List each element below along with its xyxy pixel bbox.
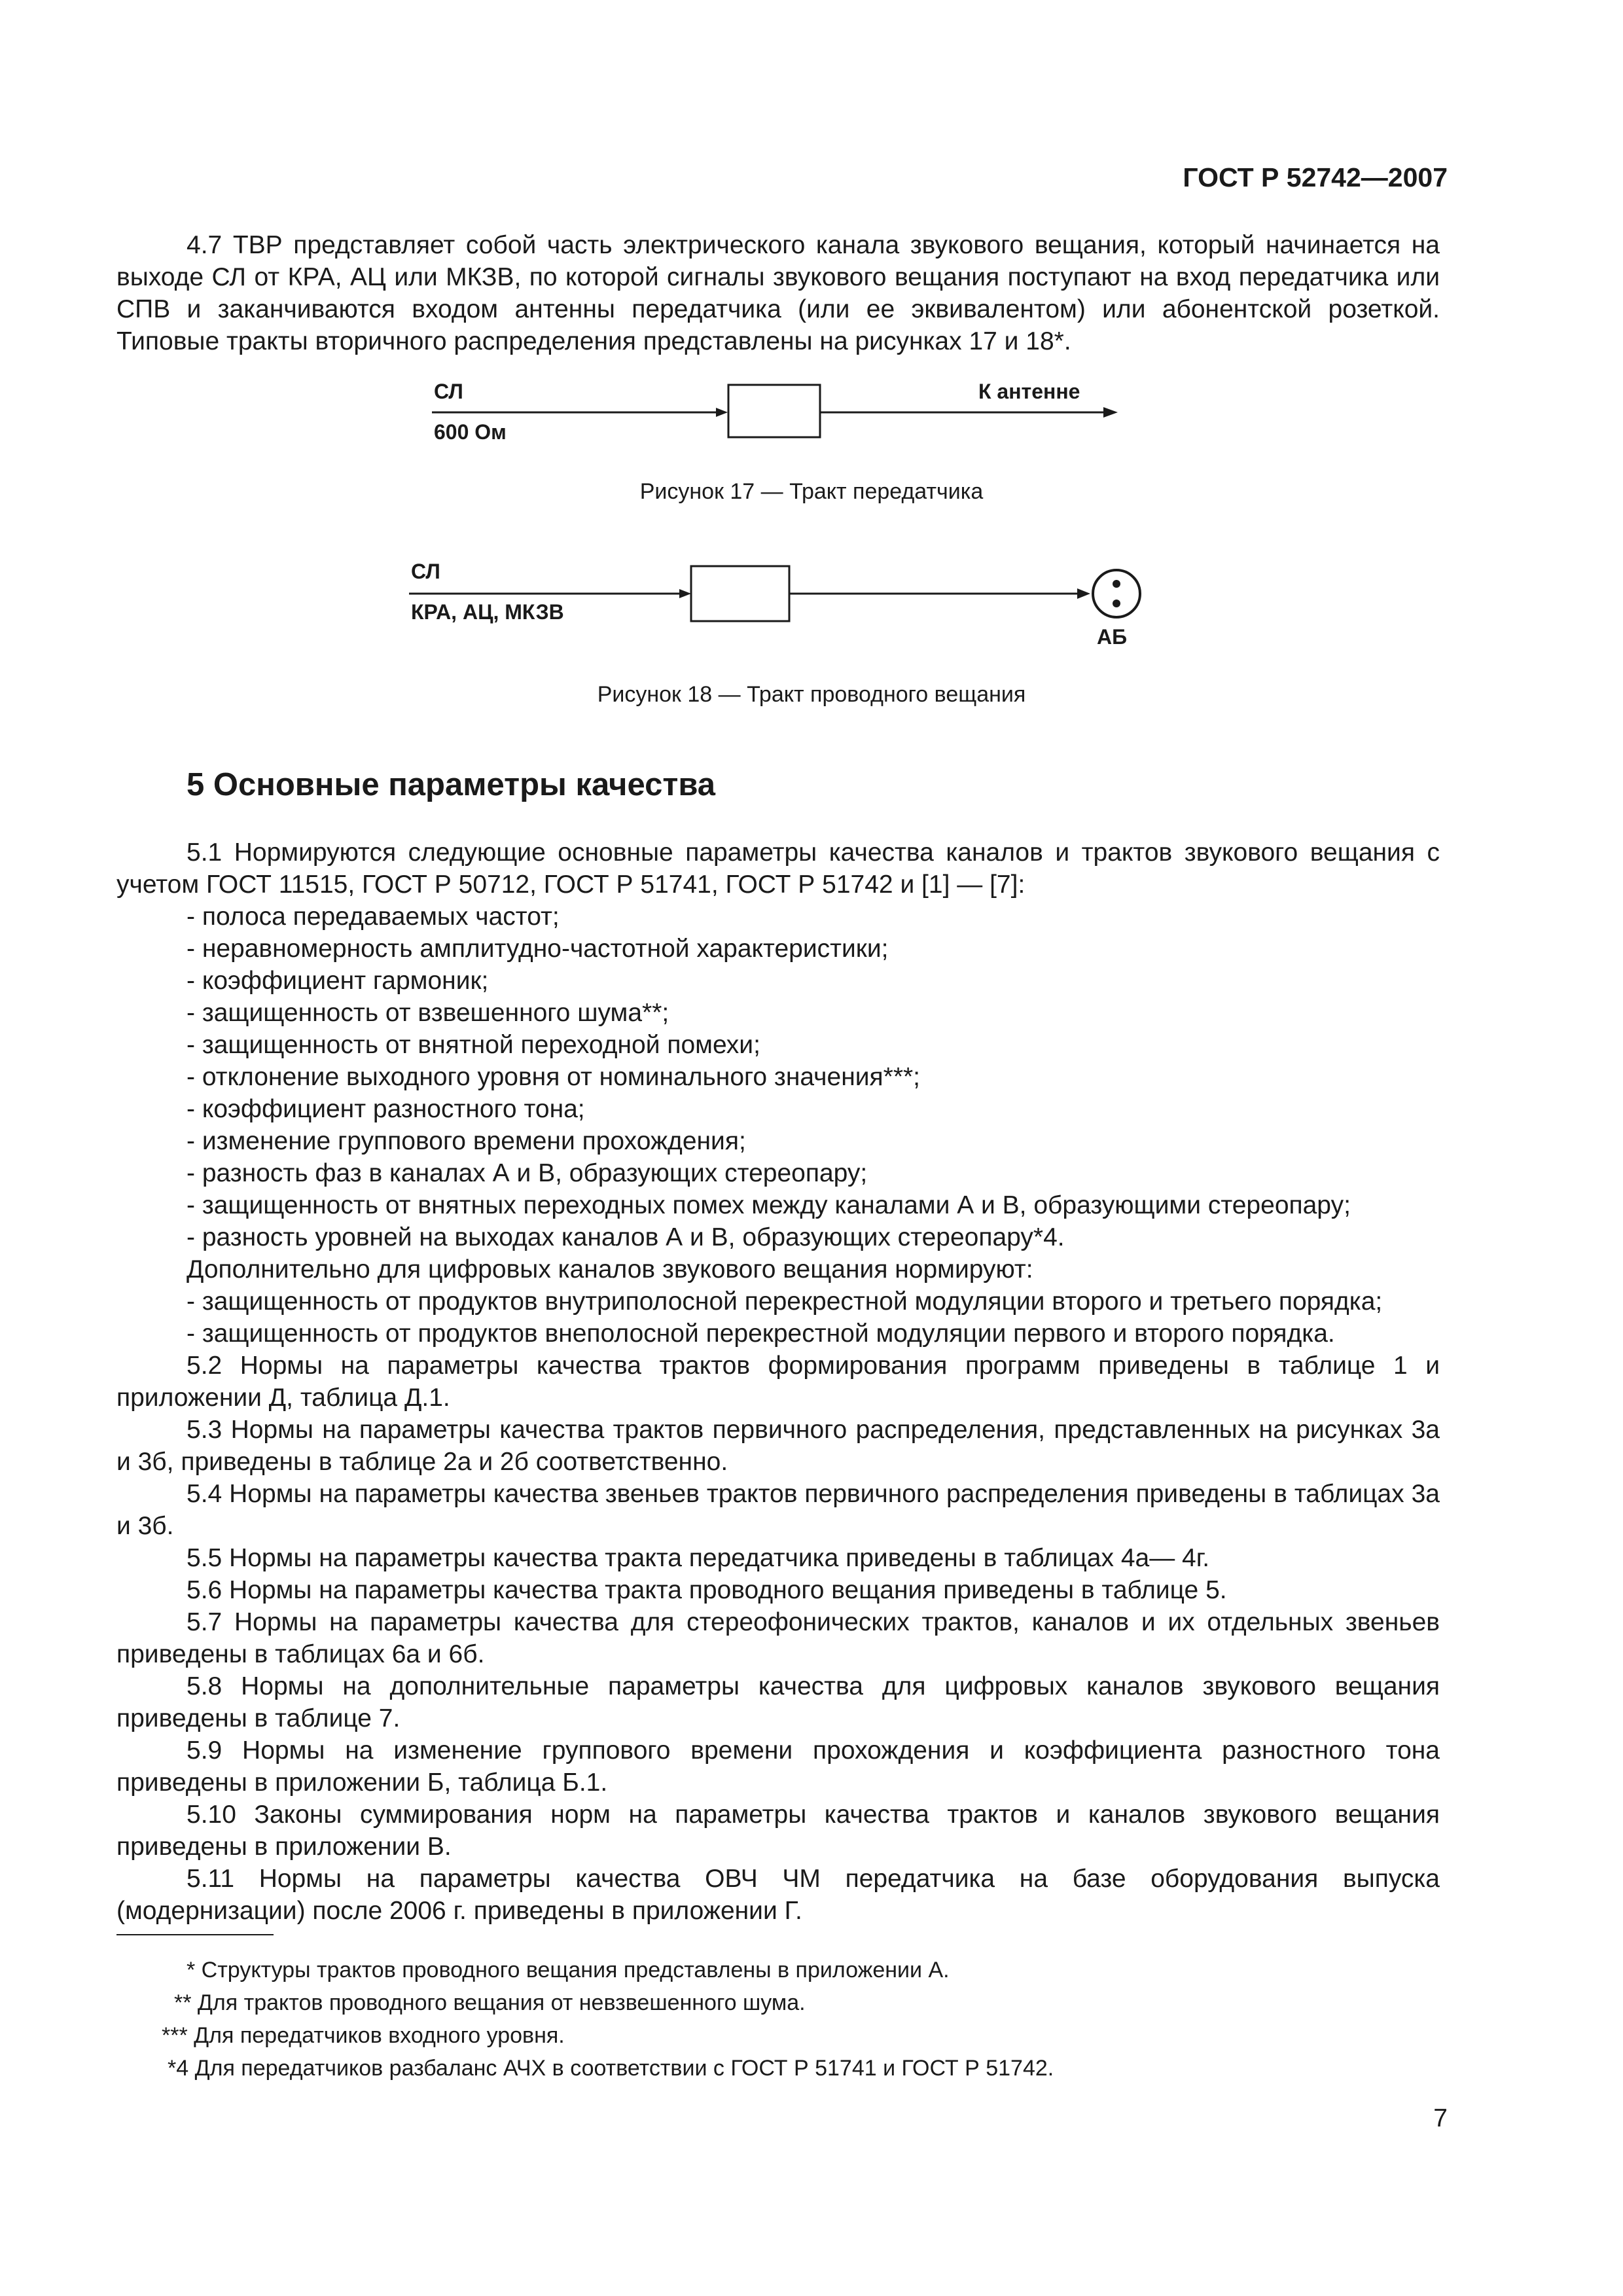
footnotes xyxy=(116,1954,1440,2085)
digital-intro: Дополнительно для цифровых каналов звукового вещания нормируют: xyxy=(187,1255,1033,1283)
clause-5-8: 5.8 Нормы на дополнительные параметры качества для цифровых каналов звукового вещания приведены в таблице 7. xyxy=(116,1672,1440,1732)
list-item: - отклонение выходного уровня от номинального значения***; xyxy=(187,1063,921,1091)
figure-18-svg xyxy=(0,556,1623,661)
list-item: - коэффициент гармоник; xyxy=(187,967,489,995)
figure-18-caption: Рисунок 18 — Тракт проводного вещания xyxy=(597,682,1026,707)
figure-18-input-arrowhead xyxy=(679,589,691,598)
clause-5-1: 5.1 Нормируются следующие основные параметры качества каналов и трактов звукового вещания с учетом ГОСТ 11515, ГОСТ Р 50712, ГОСТ Р 51741, ГОСТ Р 51742 и [1] — [7]: xyxy=(116,838,1440,899)
figure-18-diagram xyxy=(0,556,1623,661)
figure-17-label-output: К антенне xyxy=(978,380,1080,403)
footnote: *** Для передатчиков входного уровня. xyxy=(162,2023,565,2048)
clause-5-9: 5.9 Нормы на изменение группового времени прохождения и коэффициента разностного тона приведены в приложении Б, таблица Б.1. xyxy=(116,1736,1440,1797)
clause-5-3: 5.3 Нормы на параметры качества трактов первичного распределения, представленных на рисунках 3а и 3б, приведены в таблице 2а и 2б соответственно. xyxy=(116,1416,1440,1476)
list-item: - защищенность от продуктов внутриполосной перекрестной модуляции второго и третьего порядка; xyxy=(187,1287,1383,1316)
figure-17-caption: Рисунок 17 — Тракт передатчика xyxy=(639,479,984,504)
figure-18-label-input-top: СЛ xyxy=(411,560,440,583)
footnote: *4 Для передатчиков разбаланс АЧХ в соответствии с ГОСТ Р 51741 и ГОСТ Р 51742. xyxy=(168,2056,1054,2081)
clause-5-4: 5.4 Нормы на параметры качества звеньев трактов первичного распределения приведены в таблицах 3а и 3б. xyxy=(116,1480,1440,1540)
clause-5-2: 5.2 Нормы на параметры качества трактов формирования программ приведены в таблице 1 и приложении Д, таблица Д.1. xyxy=(116,1352,1440,1412)
list-item: - изменение группового времени прохождения; xyxy=(187,1127,746,1155)
section-5-title: 5 Основные параметры качества xyxy=(187,767,716,802)
clause-4-7-paragraph: 4.7 ТВР представляет собой часть электрического канала звукового вещания, который начинается на выходе СЛ от КРА, АЦ или МКЗВ, по которой сигналы звукового вещания поступают на вход передатчика или СПВ и заканчиваются входом антенны передатчика (или ее эквивалентом) или абонентской розеткой. Типовые тракты вторичного распределения представлены на рисунках 17 и 18*. xyxy=(116,231,1440,355)
figure-17-diagram xyxy=(0,373,1623,458)
document-header-id: ГОСТ Р 52742—2007 xyxy=(1183,162,1448,192)
figure-17-block xyxy=(728,385,820,437)
subscriber-outlet-pin-bottom xyxy=(1113,600,1120,607)
figure-17-output-arrowhead xyxy=(1103,407,1118,418)
list-item: - разность уровней на выходах каналов А и В, образующих стереопару*4. xyxy=(187,1223,1065,1251)
list-item: - защищенность от взвешенного шума**; xyxy=(187,999,669,1027)
list-item: - защищенность от внятной переходной помехи; xyxy=(187,1031,760,1059)
clause-5-7: 5.7 Нормы на параметры качества для стереофонических трактов, каналов и их отдельных звеньев приведены в таблицах 6а и 6б. xyxy=(116,1608,1440,1668)
subscriber-outlet-icon xyxy=(1093,570,1140,617)
page-number: 7 xyxy=(1433,2104,1448,2132)
figure-17-svg xyxy=(0,373,1623,458)
list-item: - разность фаз в каналах А и В, образующих стереопару; xyxy=(187,1159,868,1187)
clause-5-5: 5.5 Нормы на параметры качества тракта передатчика приведены в таблицах 4а— 4г. xyxy=(187,1544,1210,1572)
list-item: - коэффициент разностного тона; xyxy=(187,1095,585,1123)
list-item: - полоса передаваемых частот; xyxy=(187,903,560,931)
figure-17-label-input-top: СЛ xyxy=(434,380,463,403)
clause-5-10: 5.10 Законы суммирования норм на параметры качества трактов и каналов звукового вещания приведены в приложении В. xyxy=(116,1801,1440,1861)
footnote: * Структуры трактов проводного вещания представлены в приложении А. xyxy=(187,1958,950,1982)
clause-5-11: 5.11 Нормы на параметры качества ОВЧ ЧМ передатчика на базе оборудования выпуска (модернизации) после 2006 г. приведены в приложении Г. xyxy=(116,1865,1440,1925)
figure-18-label-input-bottom: КРА, АЦ, МКЗВ xyxy=(411,600,564,624)
section-5-body xyxy=(116,836,1440,1927)
subscriber-outlet-pin-top xyxy=(1113,580,1120,588)
figure-18-label-output: АБ xyxy=(1097,625,1128,649)
figure-18-block xyxy=(691,566,789,621)
footnote-separator xyxy=(116,1934,274,1935)
figure-17-label-input-bottom: 600 Ом xyxy=(434,420,507,444)
list-item: - неравномерность амплитудно-частотной характеристики; xyxy=(187,935,889,963)
footnote: ** Для трактов проводного вещания от невзвешенного шума. xyxy=(174,1990,806,2015)
figure-18-output-arrowhead xyxy=(1077,588,1090,599)
list-item: - защищенность от продуктов внеполосной перекрестной модуляции первого и второго порядка. xyxy=(187,1319,1335,1348)
figure-17-input-arrowhead xyxy=(716,408,728,417)
list-item: - защищенность от внятных переходных помех между каналами А и В, образующими стереопару; xyxy=(187,1191,1351,1219)
clause-5-6: 5.6 Нормы на параметры качества тракта проводного вещания приведены в таблице 5. xyxy=(187,1576,1227,1604)
